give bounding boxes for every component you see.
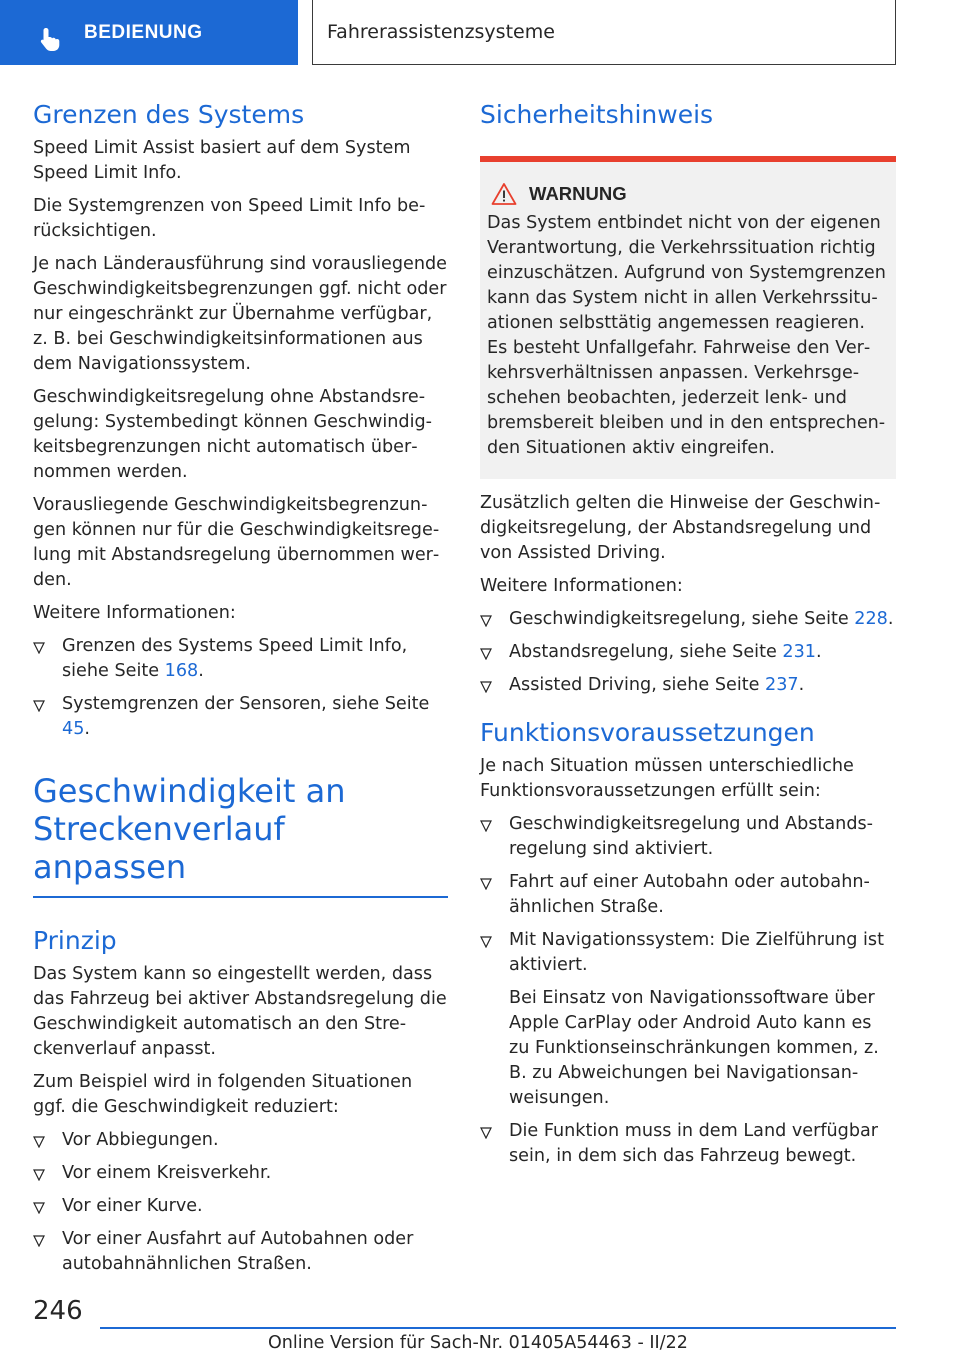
reference-list xyxy=(480,607,896,698)
footer-online-version: Online Version für Sach-Nr. 01405A54463 - II/22 xyxy=(268,1333,688,1353)
page-link[interactable]: 228 xyxy=(854,609,888,629)
paragraph: Das System kann so eingestellt werden, dass das Fahrzeug bei aktiver Abstandsregelung die Geschwindigkeit automatisch an den Streckenverlauf anpasst. xyxy=(33,963,447,1059)
paragraph: Die Systemgrenzen von Speed Limit Info berücksichtigen. xyxy=(33,196,426,241)
page-link[interactable]: 237 xyxy=(765,675,799,695)
triangle-bullet-icon xyxy=(480,615,492,627)
triangle-bullet-icon xyxy=(33,1136,45,1148)
triangle-bullet-icon xyxy=(480,648,492,660)
section-tab xyxy=(0,0,298,65)
paragraph: Speed Limit Assist basiert auf dem System Speed Limit Info. xyxy=(33,138,411,183)
requirements-list xyxy=(480,812,896,978)
situation-list xyxy=(33,1128,448,1277)
triangle-bullet-icon xyxy=(33,1202,45,1214)
list-item: Vor einem Kreisverkehr. xyxy=(33,1161,448,1186)
list-item: Assisted Driving, siehe Seite 237. xyxy=(480,673,896,698)
warning-title xyxy=(487,182,888,206)
reference-list xyxy=(33,634,448,742)
triangle-bullet-icon xyxy=(480,878,492,890)
paragraph: Vorausliegende Geschwindigkeitsbegrenzungen können nur für die Geschwindigkeitsregelung mit Abstandsregelung übernommen werden. xyxy=(33,495,440,590)
heading-sicherheit: Sicherheitshinweis xyxy=(480,100,714,129)
list-item: Geschwindigkeitsregelung, siehe Seite 228. xyxy=(480,607,896,632)
hand-pointer-icon xyxy=(38,26,64,52)
warning-text: Das System entbindet nicht von der eigenen Verantwortung, die Verkehrssituation richtig einzuschätzen. Aufgrund von Systemgrenzen kann das System nicht in allen Verkehrssituationen selbsttätig angemessen reagieren. Es besteht Unfallgefahr. Fahrweise den Verkehrsverhältnissen anpassen. Verkehrsgeschehen beobachten, jederzeit lenk- und bremsbereit bleiben und in den entsprechenden Situationen aktiv eingreifen. xyxy=(487,213,886,458)
left-column xyxy=(33,96,448,1285)
list-item: Vor einer Kurve. xyxy=(33,1194,448,1219)
list-item: Fahrt auf einer Autobahn oder autobahnähnlichen Straße. xyxy=(480,870,896,920)
paragraph: Zusätzlich gelten die Hinweise der Geschwindigkeitsregelung, der Abstandsregelung und von Assisted Driving. xyxy=(480,493,881,563)
list-item: Mit Navigationssystem: Die Zielführung ist aktiviert. xyxy=(480,928,896,978)
list-item: Die Funktion muss in dem Land verfügbar sein, in dem sich das Fahrzeug bewegt. xyxy=(480,1119,896,1169)
triangle-bullet-icon xyxy=(480,936,492,948)
triangle-bullet-icon xyxy=(33,700,45,712)
list-item: Vor Abbiegungen. xyxy=(33,1128,448,1153)
requirements-list xyxy=(480,1119,896,1169)
chapter-header xyxy=(312,0,896,65)
heading-grenzen: Grenzen des Systems xyxy=(33,100,305,129)
page-link[interactable]: 231 xyxy=(782,642,816,662)
paragraph: Je nach Länderausführung sind vorausliegende Geschwindigkeitsbegrenzungen ggf. nicht oder nur eingeschränkt zur Übernahme verfügbar, z. B. bei Geschwindigkeitsinformationen aus dem Navigationssystem. xyxy=(33,254,448,374)
page-link[interactable]: 45 xyxy=(62,719,85,739)
heading-prinzip: Prinzip xyxy=(33,925,117,955)
warning-box xyxy=(480,162,896,479)
triangle-bullet-icon xyxy=(33,1169,45,1181)
chapter-title: Fahrerassistenzsysteme xyxy=(327,21,555,43)
page-link[interactable]: 168 xyxy=(164,661,199,681)
paragraph: Weitere Informationen: xyxy=(33,603,236,623)
triangle-bullet-icon xyxy=(33,1235,45,1247)
right-column xyxy=(480,96,896,1177)
triangle-bullet-icon xyxy=(480,820,492,832)
list-item: Abstandsregelung, siehe Seite 231. xyxy=(480,640,896,665)
heading-funktion: Funktionsvoraussetzungen xyxy=(480,718,815,747)
warning-label: WARNUNG xyxy=(529,183,627,204)
footer-divider xyxy=(100,1327,896,1329)
list-item: Systemgrenzen der Sensoren, siehe Seite 45. xyxy=(33,692,448,742)
paragraph: Je nach Situation müssen unterschiedliche Funktionsvoraussetzungen erfüllt sein: xyxy=(480,756,854,801)
paragraph: Geschwindigkeitsregelung ohne Abstandsregelung: Systembedingt können Geschwindigkeitsbegrenzungen nicht automatisch übernommen werden. xyxy=(33,387,432,482)
triangle-bullet-icon xyxy=(480,1127,492,1139)
list-item: Grenzen des Systems Speed Limit Info, siehe Seite 168. xyxy=(33,634,448,684)
list-item: Vor einer Ausfahrt auf Autobahnen oder autobahnähnlichen Straßen. xyxy=(33,1227,448,1277)
sub-paragraph: Bei Einsatz von Navigationssoftware über Apple CarPlay oder Android Auto kann es zu Funktionseinschränkungen kommen, z. B. zu Abweichungen bei Navigationsanweisungen. xyxy=(509,988,879,1108)
paragraph: Zum Beispiel wird in folgenden Situationen ggf. die Geschwindigkeit reduziert: xyxy=(33,1071,413,1117)
section-label: BEDIENUNG xyxy=(84,22,203,43)
triangle-bullet-icon xyxy=(480,681,492,693)
list-item: Geschwindigkeitsregelung und Abstandsregelung sind aktiviert. xyxy=(480,812,896,862)
triangle-bullet-icon xyxy=(33,642,45,654)
main-heading: Geschwindigkeit an Streckenverlauf anpassen xyxy=(33,772,346,886)
page-number: 246 xyxy=(33,1296,83,1326)
paragraph: Weitere Informationen: xyxy=(480,576,683,596)
warning-triangle-icon xyxy=(491,182,517,206)
